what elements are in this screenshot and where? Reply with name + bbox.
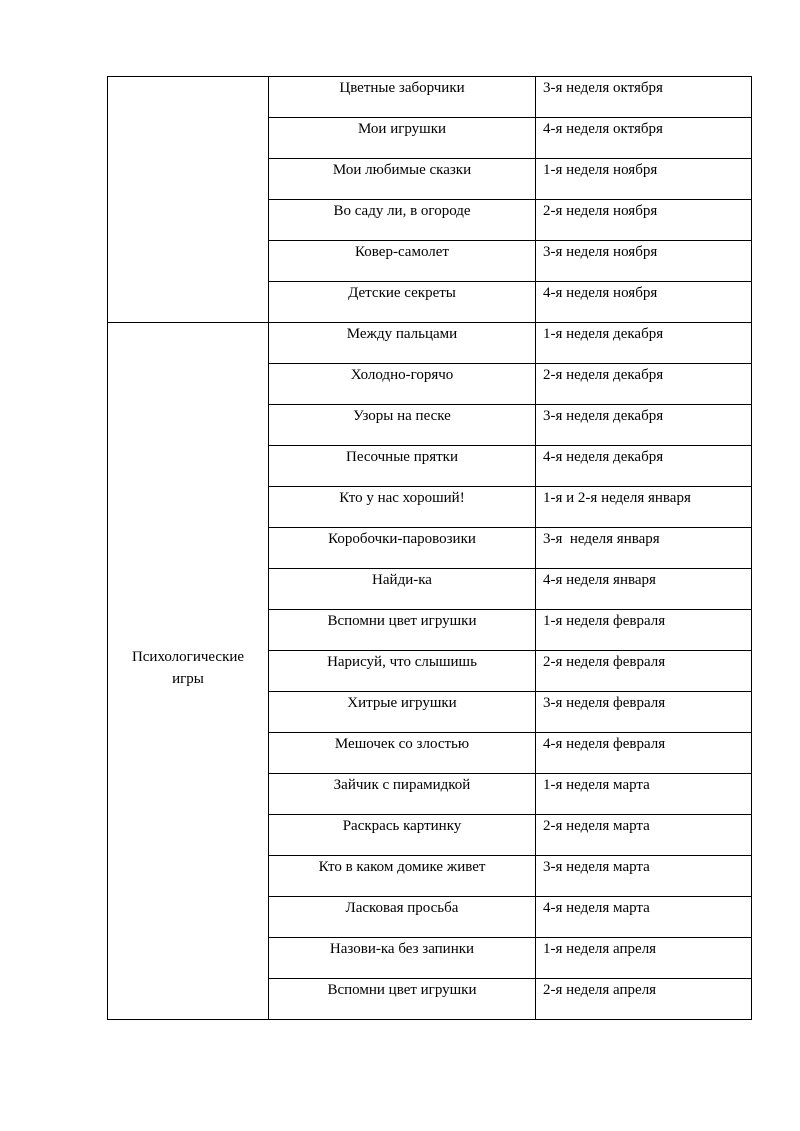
game-cell (269, 692, 536, 733)
date-cell (536, 569, 752, 610)
game-cell (269, 569, 536, 610)
game-cell (269, 897, 536, 938)
games-schedule-table (107, 76, 752, 1020)
game-name: Между пальцами (346, 326, 458, 342)
game-cell (269, 200, 536, 241)
game-cell (269, 651, 536, 692)
game-cell (269, 118, 536, 159)
game-cell (269, 77, 536, 118)
game-name: Зайчик с пирамидкой (333, 777, 471, 793)
game-name: Ласковая просьба (345, 900, 459, 916)
date-cell (536, 323, 752, 364)
schedule-date: 3-я неделя октября (543, 80, 663, 96)
schedule-date: 2-я неделя ноября (543, 203, 658, 219)
schedule-date: 3-я неделя февраля (543, 695, 666, 711)
date-cell (536, 200, 752, 241)
game-cell (269, 938, 536, 979)
date-cell (536, 815, 752, 856)
game-cell (269, 815, 536, 856)
game-name: Узоры на песке (353, 408, 451, 424)
schedule-date: 1-я неделя апреля (543, 941, 657, 957)
schedule-date: 1-я неделя ноября (543, 162, 658, 178)
schedule-date: 1-я неделя февраля (543, 613, 666, 629)
schedule-date: 3-я неделя декабря (543, 408, 664, 424)
game-cell (269, 733, 536, 774)
date-cell (536, 774, 752, 815)
date-cell (536, 651, 752, 692)
game-cell (269, 364, 536, 405)
game-name: Мои игрушки (357, 121, 447, 137)
date-cell (536, 241, 752, 282)
date-cell (536, 446, 752, 487)
schedule-date: 3-я неделя марта (543, 859, 650, 875)
schedule-date: 2-я неделя февраля (543, 654, 666, 670)
date-cell (536, 528, 752, 569)
game-name: Холодно-горячо (350, 367, 454, 383)
schedule-date: 3-я неделя января (543, 531, 660, 547)
game-name: Кто у нас хороший! (339, 490, 465, 506)
date-cell (536, 118, 752, 159)
date-cell (536, 897, 752, 938)
game-cell (269, 856, 536, 897)
game-cell (269, 159, 536, 200)
game-name: Найди-ка (372, 572, 432, 588)
schedule-date: 4-я неделя декабря (543, 449, 664, 465)
game-name: Мешочек со злостью (334, 736, 470, 752)
date-cell (536, 938, 752, 979)
game-cell (269, 528, 536, 569)
game-name: Вспомни цвет игрушки (327, 982, 477, 998)
date-cell (536, 282, 752, 323)
game-name: Раскрась картинку (342, 818, 462, 834)
schedule-date: 4-я неделя марта (543, 900, 650, 916)
game-name: Детские секреты (348, 285, 456, 301)
date-cell (536, 733, 752, 774)
date-cell (536, 77, 752, 118)
schedule-date: 2-я неделя апреля (543, 982, 657, 998)
game-name: Мои любимые сказки (332, 162, 472, 178)
date-cell (536, 692, 752, 733)
schedule-date: 1-я неделя декабря (543, 326, 664, 342)
category-label-line-1: Психологические (131, 649, 245, 665)
schedule-date: 4-я неделя января (543, 572, 656, 588)
date-cell (536, 364, 752, 405)
game-name: Хитрые игрушки (347, 695, 457, 711)
date-cell (536, 979, 752, 1020)
game-name: Ковер-самолет (355, 244, 449, 260)
game-cell (269, 282, 536, 323)
schedule-date: 4-я неделя октября (543, 121, 663, 137)
schedule-date: 4-я неделя ноября (543, 285, 658, 301)
table-row (108, 323, 752, 364)
category-cell (108, 77, 269, 323)
category-cell (108, 323, 269, 1020)
schedule-date: 1-я неделя марта (543, 777, 650, 793)
game-name: Цветные заборчики (339, 80, 465, 96)
game-cell (269, 405, 536, 446)
game-name: Во саду ли, в огороде (333, 203, 471, 219)
date-cell (536, 856, 752, 897)
schedule-date: 1-я и 2-я неделя января (543, 490, 691, 506)
category-label-line-2: игры (172, 671, 204, 687)
schedule-date: 3-я неделя ноября (543, 244, 658, 260)
game-cell (269, 774, 536, 815)
game-cell (269, 979, 536, 1020)
game-name: Вспомни цвет игрушки (327, 613, 477, 629)
game-name: Кто в каком домике живет (318, 859, 486, 875)
date-cell (536, 610, 752, 651)
date-cell (536, 159, 752, 200)
schedule-date: 4-я неделя февраля (543, 736, 666, 752)
schedule-date: 2-я неделя марта (543, 818, 650, 834)
game-cell (269, 487, 536, 528)
date-cell (536, 405, 752, 446)
date-cell (536, 487, 752, 528)
game-name: Песочные прятки (346, 449, 458, 465)
game-cell (269, 446, 536, 487)
game-name: Назови-ка без запинки (329, 941, 475, 957)
game-name: Нарисуй, что слышишь (327, 654, 477, 670)
game-name: Коробочки-паровозики (328, 531, 476, 547)
table-row (108, 77, 752, 118)
schedule-date: 2-я неделя декабря (543, 367, 664, 383)
game-cell (269, 323, 536, 364)
game-cell (269, 610, 536, 651)
game-cell (269, 241, 536, 282)
